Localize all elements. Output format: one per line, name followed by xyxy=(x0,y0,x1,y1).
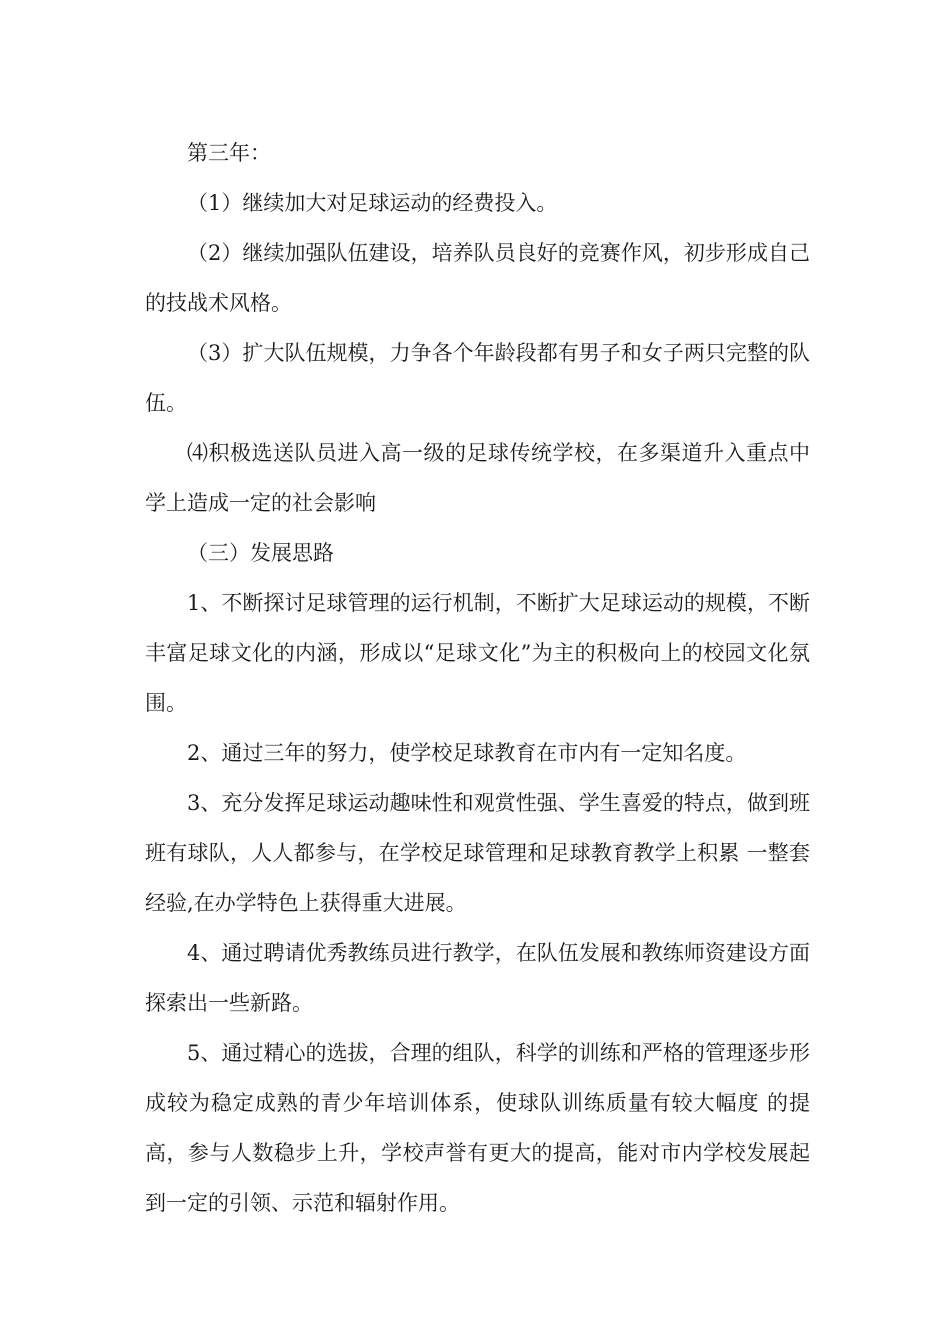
third-year-item-2: （2）继续加强队伍建设，培养队员良好的竞赛作风，初步形成自己的技战术风格。 xyxy=(145,241,810,315)
section-heading-development-ideas: （三）发展思路 xyxy=(187,541,334,565)
development-idea-4: 4、通过聘请优秀教练员进行教学，在队伍发展和教练师资建设方面探索出一些新路。 xyxy=(145,941,810,1015)
development-idea-1: 1、不断探讨足球管理的运行机制，不断扩大足球运动的规模，不断丰富足球文化的内涵，形成以“足球文化”为主的积极向上的校园文化氛围。 xyxy=(145,591,810,715)
third-year-item-1: （1）继续加大对足球运动的经费投入。 xyxy=(187,191,558,215)
development-idea-2: 2、通过三年的努力，使学校足球教育在市内有一定知名度。 xyxy=(187,741,747,765)
third-year-heading: 第三年： xyxy=(187,141,271,165)
third-year-item-3: （3）扩大队伍规模，力争各个年龄段都有男子和女子两只完整的队伍。 xyxy=(145,341,810,415)
third-year-item-4: ⑷积极选送队员进入高一级的足球传统学校，在多渠道升入重点中学上造成一定的社会影响 xyxy=(145,441,810,515)
development-idea-3: 3、充分发挥足球运动趣味性和观赏性强、学生喜爱的特点，做到班班有球队，人人都参与，在学校足球管理和足球教育教学上积累 一整套经验,在办学特色上获得重大进展。 xyxy=(145,791,810,915)
development-idea-5: 5、通过精心的选拔，合理的组队，科学的训练和严格的管理逐步形成较为稳定成熟的青少年培训体系，使球队训练质量有较大幅度 的提高，参与人数稳步上升，学校声誉有更大的提高，能对市内学校发展起到一定的引领、示范和辐射作用。 xyxy=(145,1041,810,1215)
document-body xyxy=(145,128,810,1228)
